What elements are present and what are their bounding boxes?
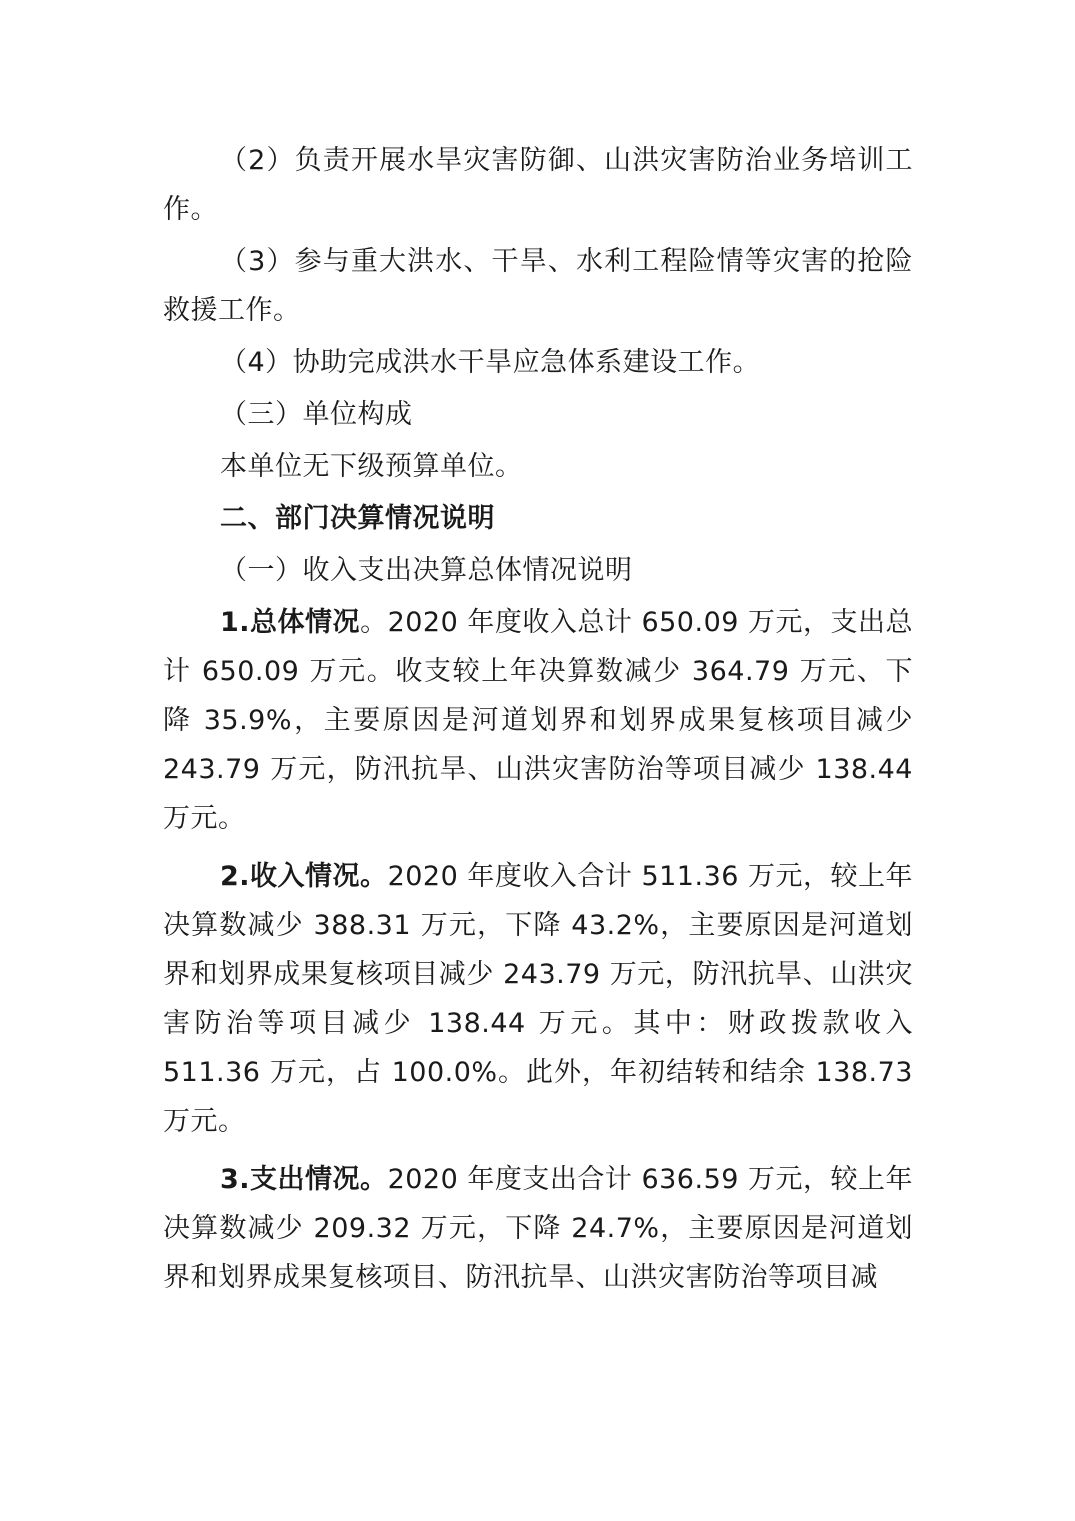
income-situation-paragraph: [163, 852, 913, 1146]
duty-item-4: （4）协助完成洪水干旱应急体系建设工作。: [220, 347, 761, 378]
income-situation-body: 2020 年度收入合计 511.36 万元，较上年决算数减少 388.31 万元，下降 43.2%，主要原因是河道划界和划界成果复核项目减少 243.79 万元，防汛抗旱、山洪灾害防治等项目减少 138.44 万元。其中：财政拨款收入 511.36 万元，占 100.0%。此外，年初结转和结余 138.73 万元。: [163, 861, 914, 1137]
overall-situation-paragraph: [163, 598, 913, 843]
chapter-heading-final-accounts: 二、部门决算情况说明: [220, 503, 495, 534]
expense-situation-body: 2020 年度支出合计 636.59 万元，较上年决算数减少 209.32 万元，下降 24.7%，主要原因是河道划界和划界成果复核项目、防汛抗旱、山洪灾害防治等项目减: [163, 1164, 914, 1293]
overall-situation-body: 。2020 年度收入总计 650.09 万元，支出总计 650.09 万元。收支较上年决算数减少 364.79 万元、下降 35.9%，主要原因是河道划界和划界成果复核项目减少 243.79 万元，防汛抗旱、山洪灾害防治等项目减少 138.44 万元。: [163, 607, 914, 834]
section-heading-unit-composition: （三）单位构成: [220, 399, 413, 430]
section-heading-income-expense-overview: （一）收入支出决算总体情况说明: [220, 555, 633, 586]
unit-composition-text: 本单位无下级预算单位。: [220, 451, 523, 482]
document-page: [163, 136, 913, 1302]
duty-item-3: （3）参与重大洪水、干旱、水利工程险情等灾害的抢险救援工作。: [163, 246, 913, 326]
overall-situation-lead: 1.总体情况: [220, 607, 361, 638]
duty-item-2: （2）负责开展水旱灾害防御、山洪灾害防治业务培训工作。: [163, 145, 913, 225]
expense-situation-paragraph: [163, 1155, 913, 1302]
expense-situation-lead: 3.支出情况。: [220, 1164, 388, 1195]
income-situation-lead: 2.收入情况。: [220, 861, 388, 892]
